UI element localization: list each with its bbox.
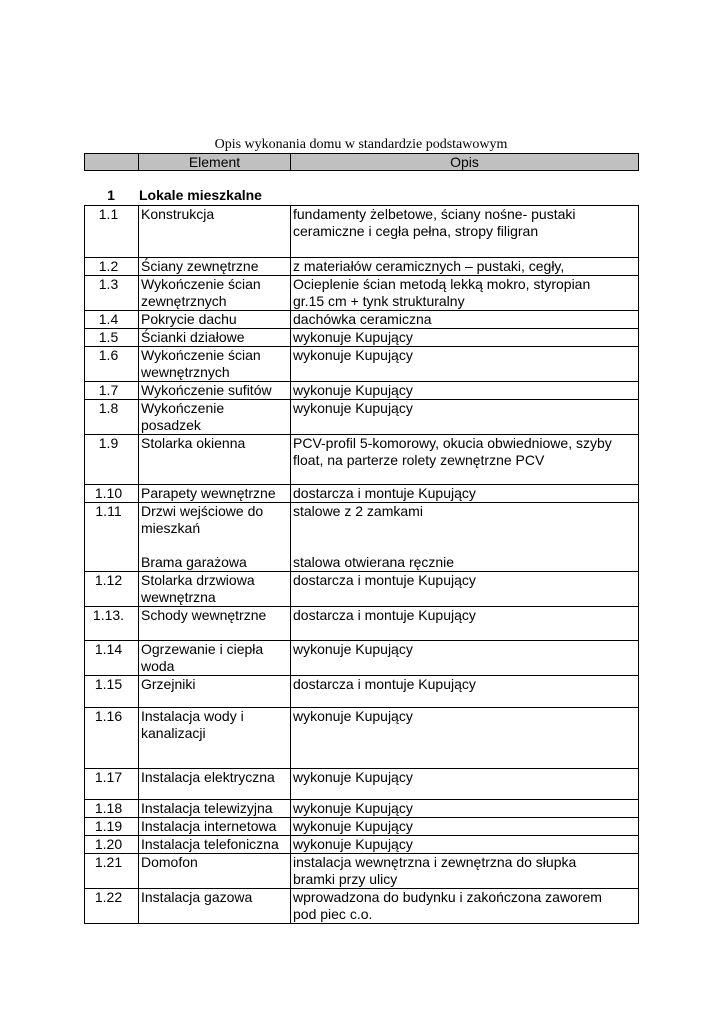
row-number-cell: 1.12 [85,572,139,607]
row-number-cell: 1.5 [85,329,139,347]
row-number-cell: 1.21 [85,854,139,889]
header-table [84,153,639,171]
row-number-cell: 1.11 [85,503,139,572]
row-element-cell: Grzejniki [139,676,291,708]
row-number-cell: 1.15 [85,676,139,708]
row-number-cell: 1.7 [85,382,139,400]
header-opis-cell: Opis [291,154,639,171]
row-element-cell: Drzwi wejściowe do mieszkań Brama garażowa [139,503,291,572]
row-element-cell: Instalacja gazowa [139,889,291,924]
row-number-cell: 1.17 [85,769,139,800]
row-element-cell: Instalacja telewizyjna [139,800,291,818]
row-element-cell: Wykończenie posadzek [139,400,291,435]
row-opis-cell: Ocieplenie ścian metodą lekką mokro, styropian gr.15 cm + tynk strukturalny [291,276,639,311]
row-number-cell: 1.8 [85,400,139,435]
row-opis-cell: wykonuje Kupujący [291,769,639,800]
row-opis-cell: wykonuje Kupujący [291,329,639,347]
row-element-cell: Wykończenie ścian zewnętrznych [139,276,291,311]
table-row [85,347,639,382]
table-row [85,503,639,572]
row-element-cell: Ścianki działowe [139,329,291,347]
row-opis-cell: dachówka ceramiczna [291,311,639,329]
row-number-cell: 1.14 [85,641,139,676]
table-row [85,329,639,347]
table-row [85,818,639,836]
row-element-cell: Stolarka okienna [139,435,291,485]
row-opis-cell: wykonuje Kupujący [291,836,639,854]
row-element-cell: Stolarka drzwiowa wewnętrzna [139,572,291,607]
row-number-cell: 1.6 [85,347,139,382]
row-number-cell: 1.2 [85,258,139,276]
row-opis-cell: wykonuje Kupujący [291,800,639,818]
row-opis-cell: wykonuje Kupujący [291,400,639,435]
row-opis-cell: wykonuje Kupujący [291,818,639,836]
table-row [85,607,639,641]
header-row [85,154,639,171]
row-number-cell: 1.22 [85,889,139,924]
row-opis-cell: stalowe z 2 zamkami stalowa otwierana ręcznie [291,503,639,572]
table-row [85,800,639,818]
row-number-cell: 1.3 [85,276,139,311]
row-opis-cell: dostarcza i montuje Kupujący [291,676,639,708]
spec-table [84,205,639,924]
header-element-cell: Element [139,154,291,171]
row-opis-cell: dostarcza i montuje Kupujący [291,607,639,641]
row-element-cell: Instalacja internetowa [139,818,291,836]
row-opis-cell: instalacja wewnętrzna i zewnętrzna do słupka bramki przy ulicy [291,854,639,889]
page-title: Opis wykonania domu w standardzie podstawowym [214,137,508,152]
section-number: 1 [107,187,115,203]
header-number-cell [85,154,139,171]
row-opis-cell: wykonuje Kupujący [291,708,639,769]
row-opis-cell: dostarcza i montuje Kupujący [291,572,639,607]
table-row [85,769,639,800]
table-row [85,258,639,276]
table-row [85,206,639,258]
table-row [85,435,639,485]
row-opis-cell: wykonuje Kupujący [291,382,639,400]
table-row [85,641,639,676]
table-row [85,276,639,311]
row-number-cell: 1.19 [85,818,139,836]
row-element-cell: Pokrycie dachu [139,311,291,329]
row-number-cell: 1.13. [85,607,139,641]
row-element-cell: Wykończenie sufitów [139,382,291,400]
row-element-cell: Instalacja elektryczna [139,769,291,800]
table-row [85,572,639,607]
table-row [85,708,639,769]
section-label: Lokale mieszkalne [139,187,262,203]
row-element-cell: Ściany zewnętrzne [139,258,291,276]
table-row [85,676,639,708]
row-opis-cell: z materiałów ceramicznych – pustaki, cegły, [291,258,639,276]
row-opis-cell: dostarcza i montuje Kupujący [291,485,639,503]
table-row [85,382,639,400]
table-row [85,311,639,329]
row-element-cell: Wykończenie ścian wewnętrznych [139,347,291,382]
table-row [85,400,639,435]
row-element-cell: Instalacja wody i kanalizacji [139,708,291,769]
row-element-cell: Konstrukcja [139,206,291,258]
table-row [85,889,639,924]
row-opis-cell: fundamenty żelbetowe, ściany nośne- pustaki ceramiczne i cegła pełna, stropy filigran [291,206,639,258]
row-element-cell: Schody wewnętrzne [139,607,291,641]
row-number-cell: 1.9 [85,435,139,485]
table-row [85,836,639,854]
row-element-cell: Parapety wewnętrzne [139,485,291,503]
row-element-cell: Domofon [139,854,291,889]
row-number-cell: 1.18 [85,800,139,818]
row-number-cell: 1.10 [85,485,139,503]
table-row [85,485,639,503]
row-opis-cell: wykonuje Kupujący [291,347,639,382]
row-opis-cell: wprowadzona do budynku i zakończona zaworem pod piec c.o. [291,889,639,924]
table-row [85,854,639,889]
row-element-cell: Ogrzewanie i ciepła woda [139,641,291,676]
row-opis-cell: PCV-profil 5-komorowy, okucia obwiedniowe, szyby float, na parterze rolety zewnętrzne PCV [291,435,639,485]
row-number-cell: 1.20 [85,836,139,854]
row-element-cell: Instalacja telefoniczna [139,836,291,854]
row-opis-cell: wykonuje Kupujący [291,641,639,676]
row-number-cell: 1.1 [85,206,139,258]
row-number-cell: 1.4 [85,311,139,329]
row-number-cell: 1.16 [85,708,139,769]
